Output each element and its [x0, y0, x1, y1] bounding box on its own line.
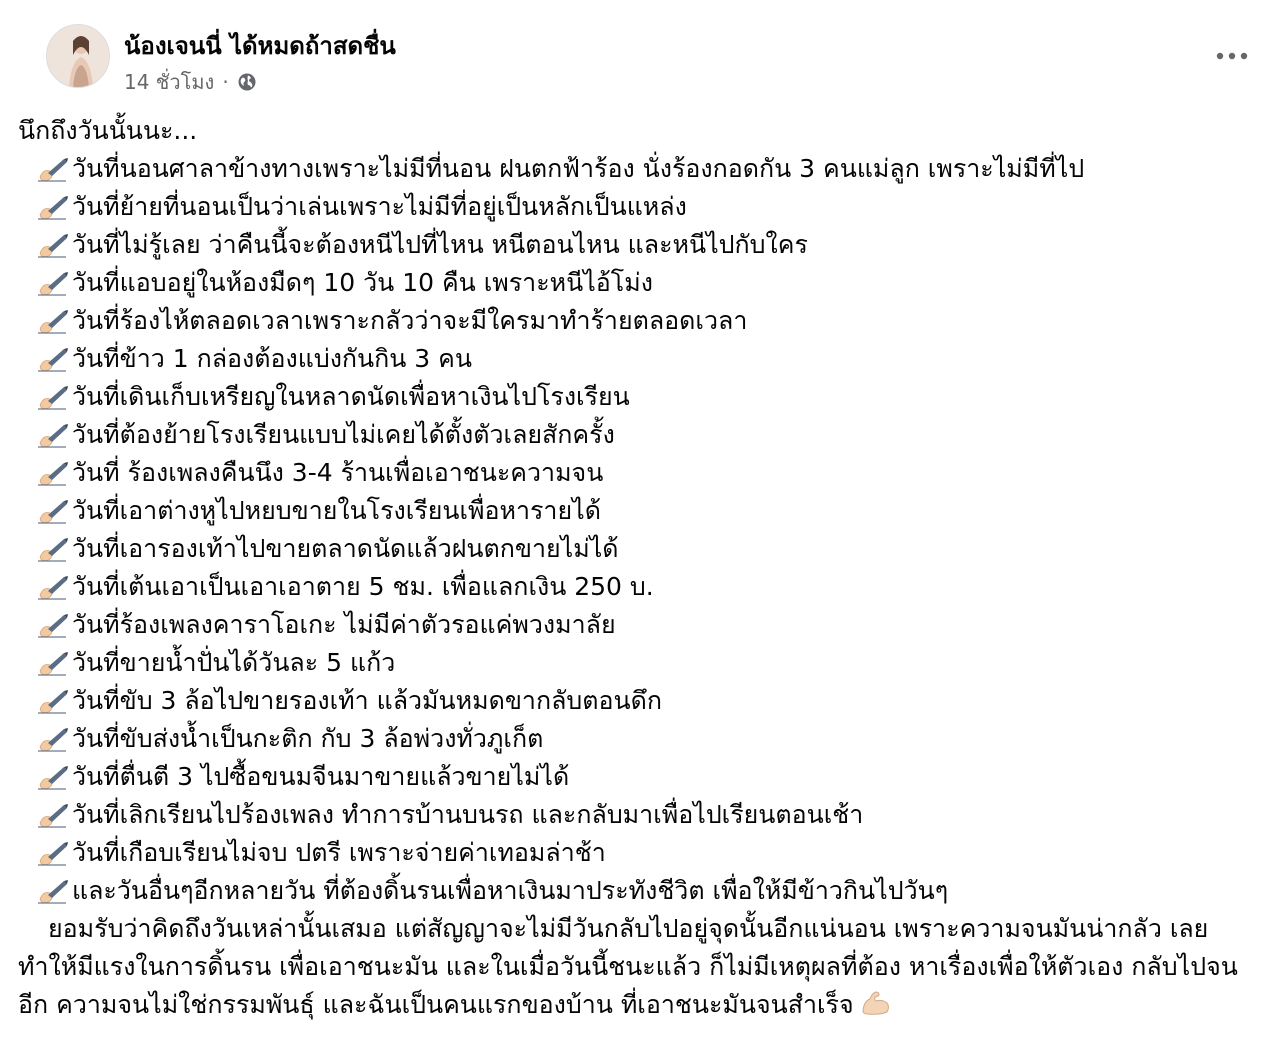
list-item-text: วันที่ร้องเพลงคาราโอเกะ ไม่มีค่าตัวรอแค่พวงมาลัย: [72, 610, 616, 639]
list-item-text: วันที่นอนศาลาข้างทางเพราะไม่มีที่นอน ฝนตกฟ้าร้อง นั่งร้องกอดกัน 3 คนแม่ลูก เพราะไม่มีที่ไป: [72, 154, 1085, 183]
list-item: [18, 568, 1262, 606]
list-item: [18, 492, 1262, 530]
more-options-icon: [1215, 52, 1249, 60]
memory-list: [18, 150, 1262, 910]
closing-line-2: เลยทำให้มีแรงในการดิ้นรน เพื่อเอาชนะมัน และในเมื่อวันนี้ชนะแล้ว ก็ไม่มีเหตุผลที่ต้อง หาเรื่องเพื่อให้ตัวเอง: [18, 914, 1209, 981]
list-item-text: วันที่ต้องย้ายโรงเรียนแบบไม่เคยได้ตั้งตัวเลยสักครั้ง: [72, 420, 615, 449]
post-timestamp[interactable]: 14 ชั่วโมง: [124, 70, 215, 94]
post-body: [18, 112, 1262, 1024]
list-item: [18, 188, 1262, 226]
list-item: [18, 264, 1262, 302]
list-item-text: วันที่ย้ายที่นอนเป็นว่าเล่นเพราะไม่มีที่อยู่เป็นหลักเป็นแหล่ง: [72, 192, 687, 221]
writing-hand-icon: [36, 345, 70, 373]
list-item: [18, 606, 1262, 644]
list-item-text: วันที่เกือบเรียนไม่จบ ปตรี เพราะจ่ายค่าเทอมล่าช้า: [72, 838, 606, 867]
list-item-text: วันที่เดินเก็บเหรียญในหลาดนัดเพื่อหาเงินไปโรงเรียน: [72, 382, 630, 411]
list-item: [18, 644, 1262, 682]
list-item: [18, 150, 1262, 188]
list-item: [18, 378, 1262, 416]
writing-hand-icon: [36, 763, 70, 791]
writing-hand-icon: [36, 725, 70, 753]
list-item-text: วันที่ร้องไห้ตลอดเวลาเพราะกลัวว่าจะมีใครมาทำร้ายตลอดเวลา: [72, 306, 748, 335]
writing-hand-icon: [36, 193, 70, 221]
list-item: [18, 796, 1262, 834]
list-item-text: วันที่เอารองเท้าไปขายตลาดนัดแล้วฝนตกขายไม่ได้: [72, 534, 619, 563]
list-item-text: วันที่ไม่รู้เลย ว่าคืนนี้จะต้องหนีไปที่ไหน หนีตอนไหน และหนีไปกับใคร: [72, 230, 808, 259]
list-item-text: วันที่ขายน้ำปั่นได้วันละ 5 แก้ว: [72, 648, 396, 677]
writing-hand-icon: [36, 573, 70, 601]
more-options-button[interactable]: [1212, 44, 1252, 68]
writing-hand-icon: [36, 801, 70, 829]
writing-hand-icon: [36, 687, 70, 715]
writing-hand-icon: [36, 611, 70, 639]
writing-hand-icon: [36, 459, 70, 487]
meta-separator: ·: [222, 70, 229, 94]
writing-hand-icon: [36, 383, 70, 411]
writing-hand-icon: [36, 155, 70, 183]
globe-icon[interactable]: [237, 72, 257, 92]
list-item: [18, 226, 1262, 264]
list-item: [18, 682, 1262, 720]
post-header: [18, 18, 1262, 100]
list-item-text: วันที่แอบอยู่ในห้องมืดๆ 10 วัน 10 คืน เพราะหนีไอ้โม่ง: [72, 268, 653, 297]
list-item-text: และวันอื่นๆอีกหลายวัน ที่ต้องดิ้นรนเพื่อหาเงินมาประทังชีวิต เพื่อให้มีข้าวกินไปวันๆ: [72, 876, 949, 905]
writing-hand-icon: [36, 421, 70, 449]
author-name[interactable]: น้องเจนนี่ ได้หมดถ้าสดชื่น: [124, 32, 396, 60]
list-item: [18, 834, 1262, 872]
list-item-text: วันที่ข้าว 1 กล่องต้องแบ่งกันกิน 3 คน: [72, 344, 472, 373]
writing-hand-icon: [36, 649, 70, 677]
list-item-text: วันที่ ร้องเพลงคืนนึง 3-4 ร้านเพื่อเอาชนะความจน: [72, 458, 604, 487]
writing-hand-icon: [36, 497, 70, 525]
list-item: [18, 530, 1262, 568]
list-item-text: วันที่ขับ 3 ล้อไปขายรองเท้า แล้วมันหมดขากลับตอนดึก: [72, 686, 662, 715]
closing-paragraph: [18, 910, 1258, 1024]
writing-hand-icon: [36, 877, 70, 905]
list-item-text: วันที่เอาต่างหูไปหยบขายในโรงเรียนเพื่อหารายได้: [72, 496, 601, 525]
list-item: [18, 720, 1262, 758]
list-item-text: วันที่ตื่นตี 3 ไปซื้อขนมจีนมาขายแล้วขายไม่ได้: [72, 762, 570, 791]
list-item-text: วันที่เต้นเอาเป็นเอาเอาตาย 5 ชม. เพื่อแลกเงิน 250 บ.: [72, 572, 654, 601]
post-meta: [124, 66, 257, 98]
list-item: [18, 416, 1262, 454]
list-item-text: วันที่เลิกเรียนไปร้องเพลง ทำการบ้านบนรถ และกลับมาเพื่อไปเรียนตอนเช้า: [72, 800, 864, 829]
list-item: [18, 454, 1262, 492]
writing-hand-icon: [36, 535, 70, 563]
closing-line-3: กลับไปจนอีก ความจนไม่ใช่กรรมพันธุ์ และฉันเป็นคนแรกของบ้าน ที่เอาชนะมันจนสำเร็จ: [18, 952, 1238, 1019]
writing-hand-icon: [36, 269, 70, 297]
author-avatar[interactable]: [46, 24, 110, 88]
list-item: [18, 302, 1262, 340]
list-item: [18, 872, 1262, 910]
writing-hand-icon: [36, 839, 70, 867]
list-item: [18, 758, 1262, 796]
writing-hand-icon: [36, 231, 70, 259]
writing-hand-icon: [36, 307, 70, 335]
list-item-text: วันที่ขับส่งน้ำเป็นกะติก กับ 3 ล้อพ่วงทั่วภูเก็ต: [72, 724, 544, 753]
closing-line-1: ยอมรับว่าคิดถึงวันเหล่านั้นเสมอ แต่สัญญาจะไม่มีวันกลับไปอยู่จุดนั้นอีกแน่นอน เพราะความจนมันน่ากลัว: [48, 914, 1162, 943]
list-item: [18, 340, 1262, 378]
flexed-biceps-icon: [860, 989, 892, 1017]
post-intro: นึกถึงวันนั้นนะ...: [18, 116, 198, 145]
